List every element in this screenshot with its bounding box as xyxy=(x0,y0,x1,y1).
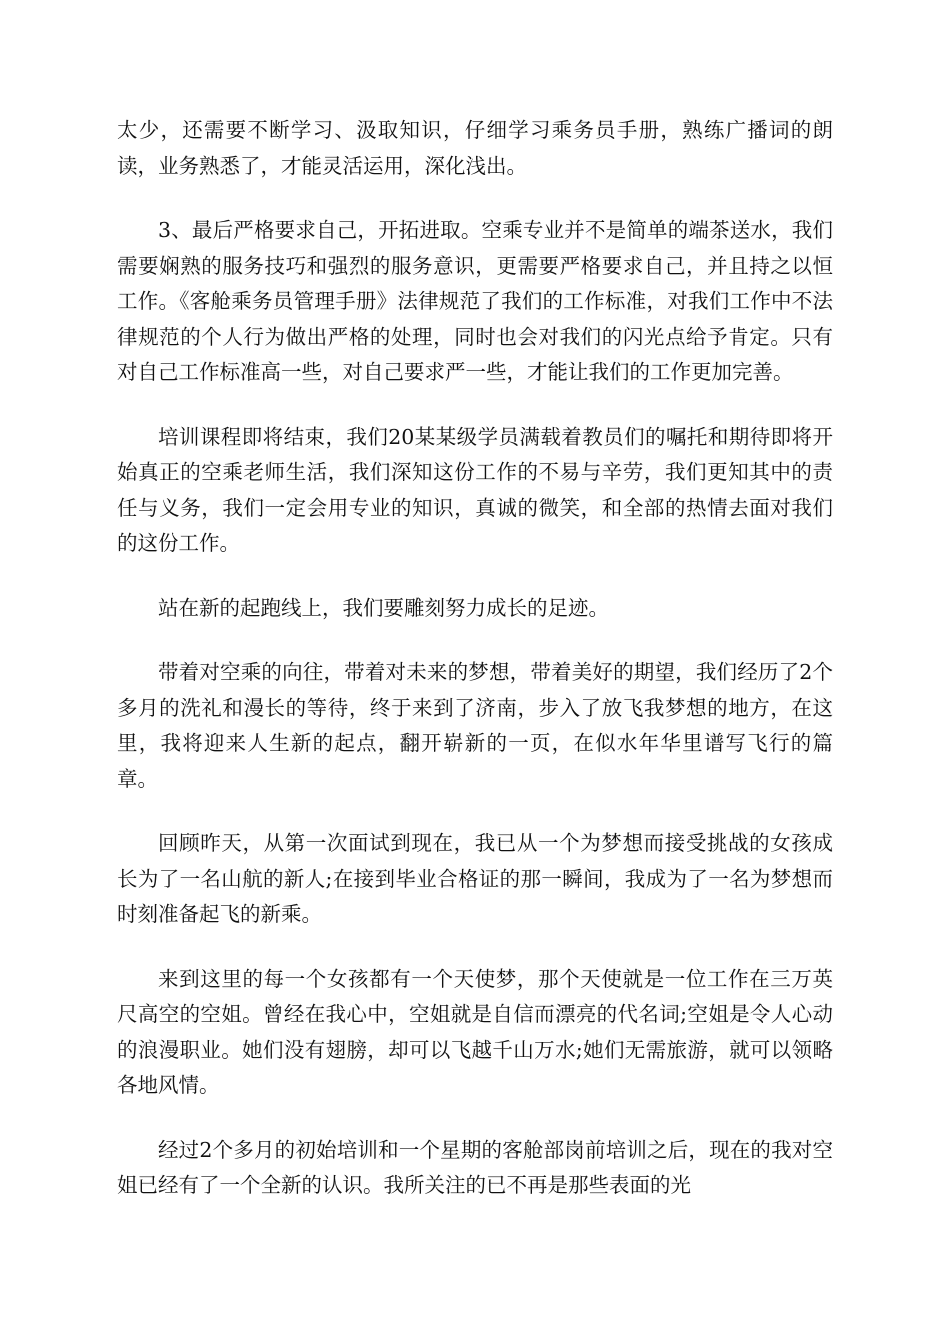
paragraph-arrival-jinan: 带着对空乘的向往，带着对未来的梦想，带着美好的期望，我们经历了2个多月的洗礼和漫长的等待，终于来到了济南，步入了放飞我梦想的地方，在这里，我将迎来人生新的起点，翻开崭新的一页，在似水年华里谱写飞行的篇章。 xyxy=(117,660,833,791)
paragraph-new-start-line: 站在新的起跑线上，我们要雕刻努力成长的足迹。 xyxy=(158,595,609,620)
paragraph-looking-back: 回顾昨天，从第一次面试到现在，我已从一个为梦想而接受挑战的女孩成长为了一名山航的新人;在接到毕业合格证的那一瞬间，我成为了一名为梦想而时刻准备起飞的新乘。 xyxy=(117,831,833,926)
paragraph-strict-requirements: 3、最后严格要求自己，开拓进取。空乘专业并不是简单的端茶送水，我们需要娴熟的服务技巧和强烈的服务意识，更需要严格要求自己，并且持之以恒工作。《客舱乘务员管理手册》法律规范了我们的工作标准，对我们工作中不法律规范的个人行为做出严格的处理，同时也会对我们的闪光点给予肯定。只有对自己工作标准高一些，对自己要求严一些，才能让我们的工作更加完善。 xyxy=(117,218,833,384)
paragraph-training-ending: 培训课程即将结束，我们20某某级学员满载着教员们的嘱托和期待即将开始真正的空乘老师生活，我们深知这份工作的不易与辛劳，我们更知其中的责任与义务，我们一定会用专业的知识，真诚的微笑，和全部的热情去面对我们的这份工作。 xyxy=(117,424,833,555)
document-body xyxy=(117,113,833,1233)
paragraph-new-understanding: 经过2个多月的初始培训和一个星期的客舱部岗前培训之后，现在的我对空姐已经有了一个全新的认识。我所关注的已不再是那些表面的光 xyxy=(117,1137,833,1197)
paragraph-angel-dream: 来到这里的每一个女孩都有一个天使梦，那个天使就是一位工作在三万英尺高空的空姐。曾经在我心中，空姐就是自信而漂亮的代名词;空姐是令人心动的浪漫职业。她们没有翅膀，却可以飞越千山万水;她们无需旅游，就可以领略各地风情。 xyxy=(117,966,833,1097)
paragraph-continuation: 太少，还需要不断学习、汲取知识，仔细学习乘务员手册，熟练广播词的朗读，业务熟悉了，才能灵活运用，深化浅出。 xyxy=(117,118,833,178)
